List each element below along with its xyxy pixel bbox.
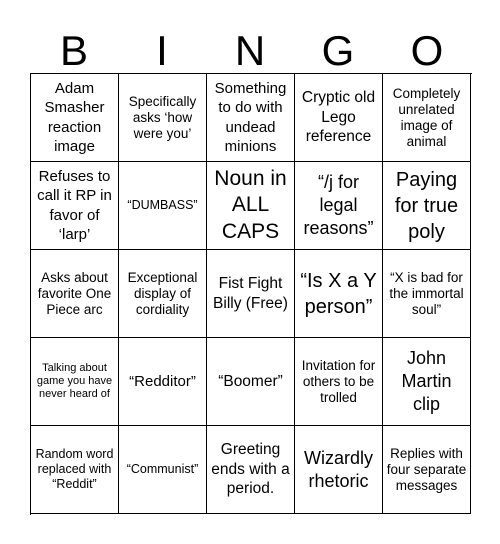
cell-text: Exceptional display of cordiality <box>127 269 198 317</box>
cell-text: “Is X a Y person” <box>300 269 377 318</box>
bingo-cell[interactable] <box>295 250 383 338</box>
bingo-cell[interactable] <box>383 162 471 250</box>
cell-text: Cryptic old Lego reference <box>301 89 376 146</box>
header-letter-g: G <box>321 27 355 74</box>
header-letter-n: N <box>234 27 266 74</box>
bingo-cell[interactable] <box>119 338 207 426</box>
header-letter-o: O <box>410 27 444 74</box>
bingo-cell[interactable] <box>119 162 207 250</box>
cell-text: Adam Smasher reaction image <box>44 79 105 155</box>
cell-text: “X is bad for the immortal soul” <box>389 269 464 317</box>
cell-text: Completely unrelated image of animal <box>392 85 461 149</box>
cell-text: Replies with four separate messages <box>386 445 467 493</box>
bingo-cell[interactable] <box>207 162 295 250</box>
bingo-board <box>30 73 472 515</box>
cell-text: “Communist” <box>126 462 199 476</box>
bingo-cell[interactable] <box>207 74 295 162</box>
bingo-cell[interactable] <box>207 426 295 514</box>
cell-text: Asks about favorite One Piece arc <box>37 269 112 317</box>
bingo-cell[interactable] <box>207 250 295 338</box>
cell-text: Wizardly rhetoric <box>303 447 373 491</box>
cell-text: Talking about game you have never heard of <box>36 362 113 400</box>
cell-text: Invitation for others to be trolled <box>301 357 376 405</box>
bingo-cell[interactable] <box>295 162 383 250</box>
bingo-cell[interactable] <box>31 162 119 250</box>
cell-text: Something to do with undead minions <box>214 79 287 155</box>
bingo-cell[interactable] <box>31 250 119 338</box>
bingo-cell[interactable] <box>119 74 207 162</box>
bingo-cell[interactable] <box>383 74 471 162</box>
cell-text: “Redditor” <box>129 372 196 390</box>
cell-text: “/j for legal reasons” <box>303 172 374 238</box>
cell-text: Specifically asks ‘how were you’ <box>128 93 197 141</box>
bingo-header <box>30 28 472 74</box>
cell-text: “DUMBASS” <box>127 198 198 212</box>
cell-text: John Martin clip <box>401 348 452 414</box>
bingo-cell[interactable] <box>207 338 295 426</box>
cell-text: Fist Fight Billy (Free) <box>213 275 288 312</box>
cell-text: Noun in ALL CAPS <box>214 166 287 243</box>
cell-text: Refuses to call it RP in favor of ‘larp’ <box>37 167 112 243</box>
bingo-cell[interactable] <box>295 74 383 162</box>
bingo-cell[interactable] <box>31 74 119 162</box>
bingo-cell[interactable] <box>383 338 471 426</box>
bingo-cell[interactable] <box>119 250 207 338</box>
bingo-cell[interactable] <box>295 426 383 514</box>
cell-text: Random word replaced with “Reddit” <box>35 447 114 491</box>
bingo-cell[interactable] <box>31 338 119 426</box>
bingo-cell[interactable] <box>383 426 471 514</box>
cell-text: Paying for true poly <box>394 168 459 243</box>
bingo-cell[interactable] <box>119 426 207 514</box>
header-letter-b: B <box>59 27 88 74</box>
header-letter-i: I <box>156 27 168 74</box>
bingo-cell[interactable] <box>295 338 383 426</box>
cell-text: Greeting ends with a period. <box>211 441 290 498</box>
bingo-cell[interactable] <box>383 250 471 338</box>
cell-text: “Boomer” <box>218 372 283 390</box>
bingo-cell[interactable] <box>31 426 119 514</box>
